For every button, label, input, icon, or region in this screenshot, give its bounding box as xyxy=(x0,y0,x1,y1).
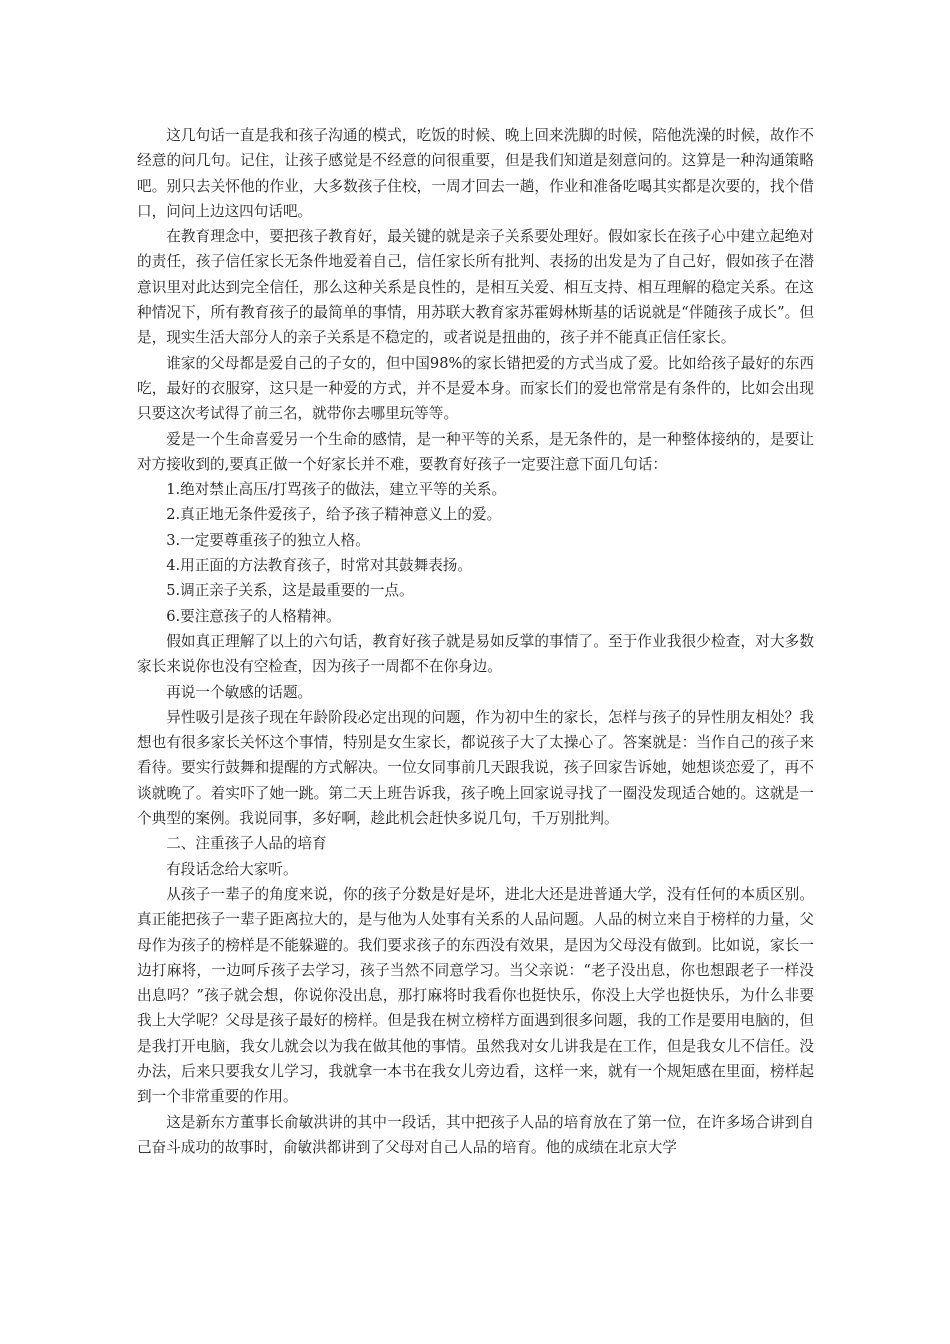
list-item: 4.用正面的方法教育孩子，时常对其鼓舞表扬。 xyxy=(166,557,472,575)
paragraph: 假如真正理解了以上的六句话，教育好孩子就是易如反掌的事情了。至于作业我很少检查，对大多数家长来说你也没有空检查，因为孩子一周都不在你身边。 xyxy=(137,632,814,676)
paragraph: 有段话念给大家听。 xyxy=(166,860,298,878)
list-item: 3.一定要尊重孩子的独立人格。 xyxy=(166,531,370,549)
section-heading: 二、注重孩子人品的培育 xyxy=(166,835,327,853)
paragraph: 异性吸引是孩子现在年龄阶段必定出现的问题，作为初中生的家长，怎样与孩子的异性朋友相处？我想也有很多家长关怀这个事情，特别是女生家长，都说孩子大了太操心了。答案就是：当作自己的孩子来看待。要实行鼓舞和提醒的方式解决。一位女同事前几天跟我说，孩子回家告诉她，她想谈恋爱了，再不谈就晚了。着实吓了她一跳。第二天上班告诉我，孩子晚上回家说寻找了一圈没发现适合她的。这就是一个典型的案例。我说同事，多好啊，趁此机会赶快多说几句，千万别批判。 xyxy=(137,708,814,828)
paragraph: 从孩子一辈子的角度来说，你的孩子分数是好是坏，进北大还是进普通大学，没有任何的本质区别。真正能把孩子一辈子距离拉大的，是与他为人处事有关系的人品问题。人品的树立来自于榜样的力量，父母作为孩子的榜样是不能躲避的。我们要求孩子的东西没有效果，是因为父母没有做到。比如说，家长一边打麻将，一边呵斥孩子去学习，孩子当然不同意学习。当父亲说：“老子没出息，你也想跟老子一样没出息吗？”孩子就会想，你说你没出息，那打麻将时我看你也挺快乐，你没上大学也挺快乐，为什么非要我上大学呢？父母是孩子最好的榜样。但是我在树立榜样方面遇到很多问题，我的工作是要用电脑的，但是我打开电脑，我女儿就会以为我在做其他的事情。虽然我对女儿讲我是在工作，但是我女儿不信任。没办法，后来只要我女儿学习，我就拿一本书在我女儿旁边看，这样一来，就有一个规矩感在里面，榜样起到一个非常重要的作用。 xyxy=(137,885,814,1106)
paragraph: 再说一个敏感的话题。 xyxy=(166,683,313,701)
list-item: 6.要注意孩子的人格精神。 xyxy=(166,607,341,625)
paragraph: 在教育理念中，要把孩子教育好，最关键的就是亲子关系要处理好。假如家长在孩子心中建立起绝对的责任，孩子信任家长无条件地爱着自己，信任家长所有批判、表扬的出发是为了自己好，假如孩子在潜意识里对此达到完全信任，那么这种关系是良性的，是相互关爱、相互支持、相互理解的稳定关系。在这种情况下，所有教育孩子的最简单的事情，用苏联大教育家苏霍姆林斯基的话说就是“伴随孩子成长”。但是，现实生活大部分人的亲子关系是不稳定的，或者说是扭曲的，孩子并不能真正信任家长。 xyxy=(137,228,814,347)
paragraph: 谁家的父母都是爱自己的子女的，但中国98%的家长错把爱的方式当成了爱。比如给孩子最好的东西吃，最好的衣服穿，这只是一种爱的方式，并不是爱本身。而家长们的爱也常常是有条件的，比如会出现只要这次考试得了前三名，就带你去哪里玩等等。 xyxy=(137,354,814,423)
list-item: 2.真正地无条件爱孩子，给予孩子精神意义上的爱。 xyxy=(166,506,502,524)
paragraph: 这几句话一直是我和孩子沟通的模式，吃饭的时候、晚上回来洗脚的时候，陪他洗澡的时候，故作不经意的问几句。记住，让孩子感觉是不经意的问很重要，但是我们知道是刻意问的。这算是一种沟通策略吧。别只去关怀他的作业，大多数孩子住校，一周才回去一趟，作业和准备吃喝其实都是次要的，找个借口，问问上边这四句话吧。 xyxy=(137,127,814,220)
list-item: 5.调正亲子关系，这是最重要的一点。 xyxy=(166,582,414,600)
paragraph: 这是新东方董事长俞敏洪讲的其中一段话，其中把孩子人品的培育放在了第一位，在许多场合讲到自己奋斗成功的故事时，俞敏洪都讲到了父母对自己人品的培育。他的成绩在北京大学 xyxy=(137,1113,814,1156)
paragraph: 爱是一个生命喜爱另一个生命的感情，是一种平等的关系，是无条件的，是一种整体接纳的，是要让对方接收到的,要真正做一个好家长并不难，要教育好孩子一定要注意下面几句话： xyxy=(137,430,814,473)
list-item: 1.绝对禁止高压/打骂孩子的做法，建立平等的关系。 xyxy=(166,481,507,499)
